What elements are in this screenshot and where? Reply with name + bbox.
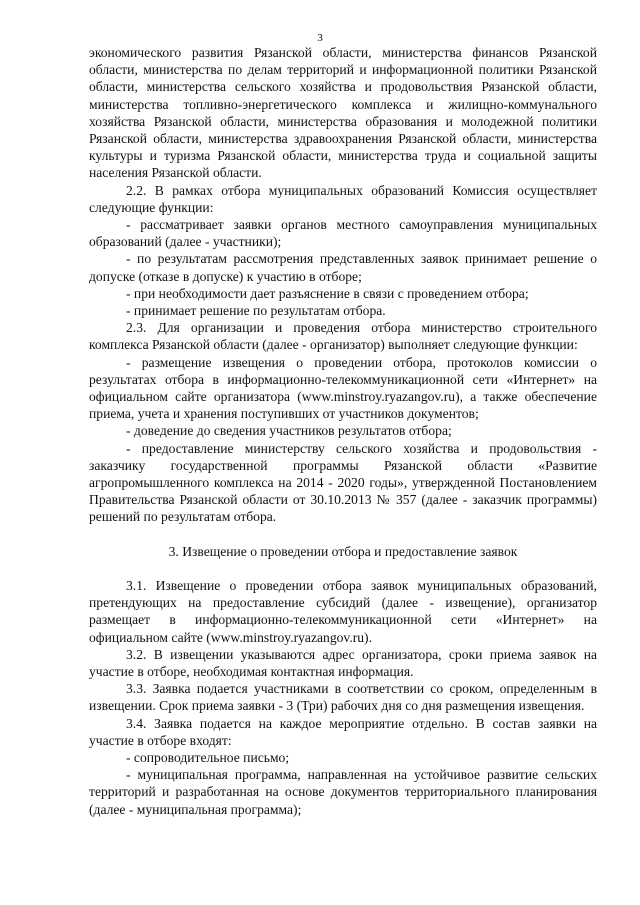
paragraph-3-4: 3.4. Заявка подается на каждое мероприятие отдельно. В состав заявки на участие в отборе входят: [89,715,597,748]
paragraph-2-2: 2.2. В рамках отбора муниципальных образований Комиссия осуществляет следующие функции: [89,182,597,215]
list-item-review-applications: - рассматривает заявки органов местного самоуправления муниципальных образований (далее - участники); [89,217,597,250]
list-item-admission-decision: - по результатам рассмотрения представленных заявок принимает решение о допуске (отказе в допуске) к участию в отборе; [89,251,597,284]
page-number: 3 [317,32,323,44]
section-heading-3: 3. Извещение о проведении отбора и предоставление заявок [168,543,518,559]
paragraph-3-1: 3.1. Извещение о проведении отбора заявок муниципальных образований, претендующих на предоставление субсидий (далее - извещение), организатор размещает в информационно-телекоммуникационной сети «Интернет» на официальном сайте (www.minstroy.ryazangov.ru). [89,577,597,645]
list-item-publish-notice: - размещение извещения о проведении отбора, протоколов комиссии о результатах отбора в информационно-телекоммуникационной сети «Интернет» на официальном сайте организатора (www.minstroy.ryazangov.ru), а также обеспечение приема, учета и хранения поступивших от участников документов; [89,354,597,422]
list-item-provide-decisions: - предоставление министерству сельского хозяйства и продовольствия - заказчику государственной программы Рязанской области «Развитие агропромышленного комплекса на 2014 - 2020 годы», утвержденной Постановлением Правительства Рязанской области от 30.10.2013 № 357 (далее - заказчик программы) решений по результатам отбора. [89,440,597,525]
list-item-clarification: - при необходимости дает разъяснение в связи с проведением отбора; [126,285,529,301]
document-body [89,44,597,818]
paragraph-2-3: 2.3. Для организации и проведения отбора министерство строительного комплекса Рязанской области (далее - организатор) выполняет следующие функции: [89,320,597,353]
paragraph-3-2: 3.2. В извещении указываются адрес организатора, сроки приема заявок на участие в отборе, необходимая контактная информация. [89,646,597,679]
list-item-selection-decision: - принимает решение по результатам отбора. [126,303,386,319]
paragraph-ministries-list: экономического развития Рязанской области, министерства финансов Рязанской области, министерства по делам территорий и информационной политики Рязанской области, министерства сельского хозяйства и продовольствия Рязанской области, министерства топливно-энергетического комплекса и жилищно-коммунального хозяйства Рязанской области, министерства образования и молодежной политики Рязанской области, министерства здравоохранения Рязанской области, министерства культуры и туризма Рязанской области, министерства труда и социальной защиты населения Рязанской области. [89,45,597,181]
list-item-cover-letter: - сопроводительное письмо; [126,749,290,765]
paragraph-3-3: 3.3. Заявка подается участниками в соответствии со сроком, определенным в извещении. Срок приема заявки - 3 (Три) рабочих дня со дня размещения извещения. [89,681,597,714]
list-item-inform-participants: - доведение до сведения участников результатов отбора; [126,423,452,439]
list-item-municipal-program: - муниципальная программа, направленная на устойчивое развитие сельских территорий и разработанная на основе документов территориального планирования (далее - муниципальная программа); [89,767,597,817]
